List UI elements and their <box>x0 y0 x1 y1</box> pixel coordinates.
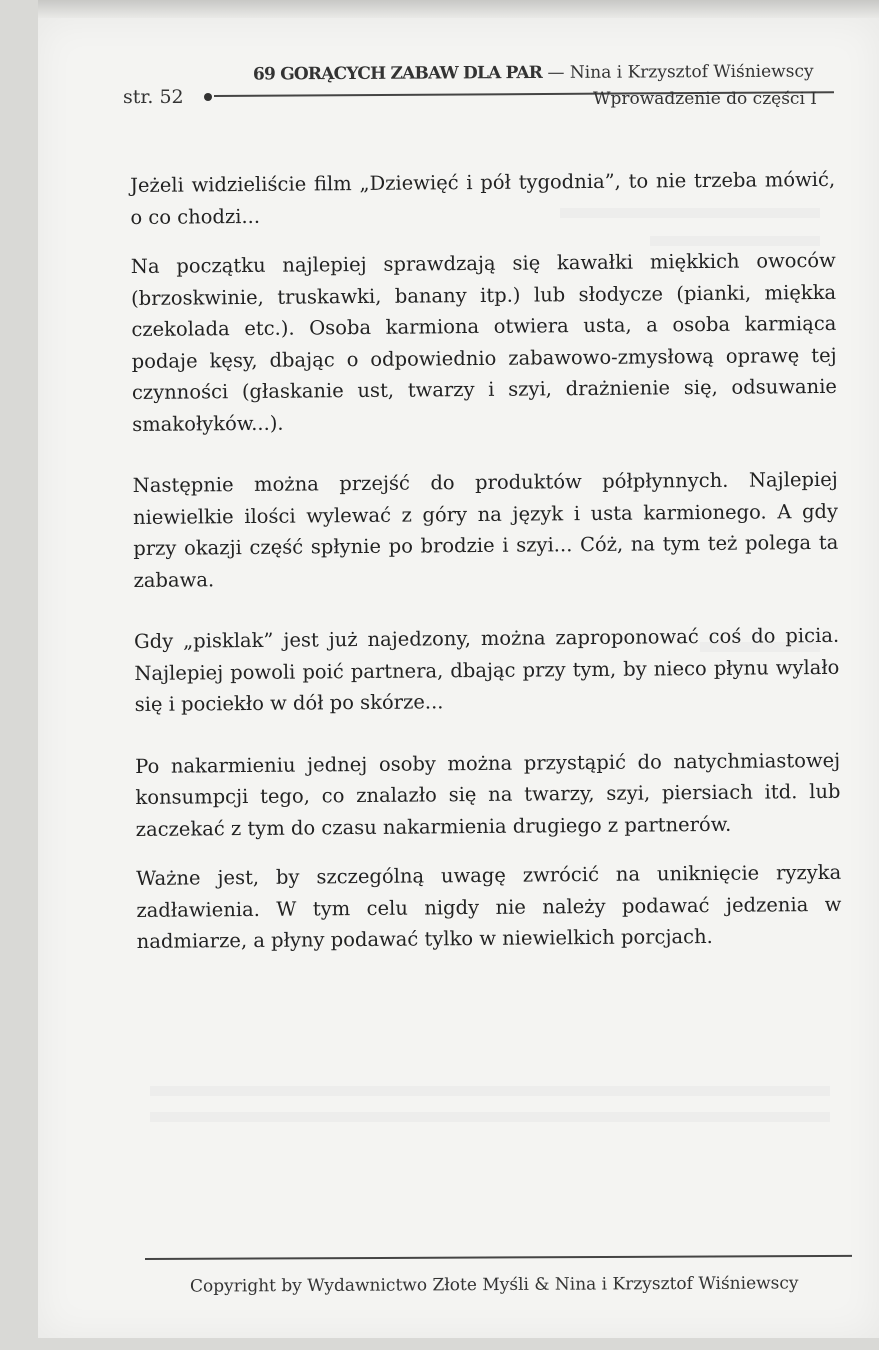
book-title: 69 GORĄCYCH ZABAW DLA PAR <box>252 62 543 85</box>
paragraph: Następnie można przejść do produktów półpłynnych. Najlepiej niewielkie ilości wylewać z góry na język i usta karmionego. A gdy przy okazji część spłynie po brodzie i szyi... Cóż, na tym też polega ta zabawa. <box>132 467 839 592</box>
bleed-through <box>150 1086 830 1096</box>
paragraph: Jeżeli widzieliście film „Dziewięć i pół tygodnia”, to nie trzeba mówić, o co chodzi... <box>130 167 836 229</box>
scan-top-shadow <box>38 0 879 20</box>
authors: Nina i Krzysztof Wiśniewscy <box>569 61 814 83</box>
section-name: Wprowadzenie do części I <box>593 89 818 109</box>
paragraph: Ważne jest, by szczególną uwagę zwrócić na uniknięcie ryzyka zadławienia. W tym celu nigdy nie należy podawać jedzenia w nadmiarze, a płyny podawać tylko w niewielkich porcjach. <box>136 860 842 953</box>
title-separator: — <box>542 62 570 83</box>
paragraph: Gdy „pisklak” jest już najedzony, można zaproponować coś do picia. Najlepiej powoli poić partnera, dbając przy tym, by nieco płynu wylało się i pociekło w dół po skórze... <box>134 623 840 716</box>
bleed-through <box>150 1112 830 1122</box>
copyright-notice: Copyright by Wydawnictwo Złote Myśli & Nina i Krzysztof Wiśniewscy <box>189 1273 799 1297</box>
header-title <box>253 62 814 85</box>
paragraph: Po nakarmieniu jednej osoby można przystąpić do natychmiastowej konsumpcji tego, co znalazło się na twarzy, szyi, piersiach itd. lub zaczekać z tym do czasu nakarmienia drugiego z partnerów. <box>135 748 841 841</box>
paragraph: Na początku najlepiej sprawdzają się kawałki miękkich owoców (brzoskwinie, truskawki, banany itp.) lub słodycze (pianki, miękka czekolada etc.). Osoba karmiona otwiera usta, a osoba karmiąca podaje kęsy, dbając o odpowiednio zabawowo-zmysłową oprawę tej czynności (głaskanie ust, twarzy i szyi, drażnienie się, odsuwanie smakołyków...). <box>130 248 838 436</box>
page-number: str. 52 <box>123 86 184 108</box>
page-body <box>130 164 842 976</box>
bullet-dot-icon <box>204 93 212 101</box>
